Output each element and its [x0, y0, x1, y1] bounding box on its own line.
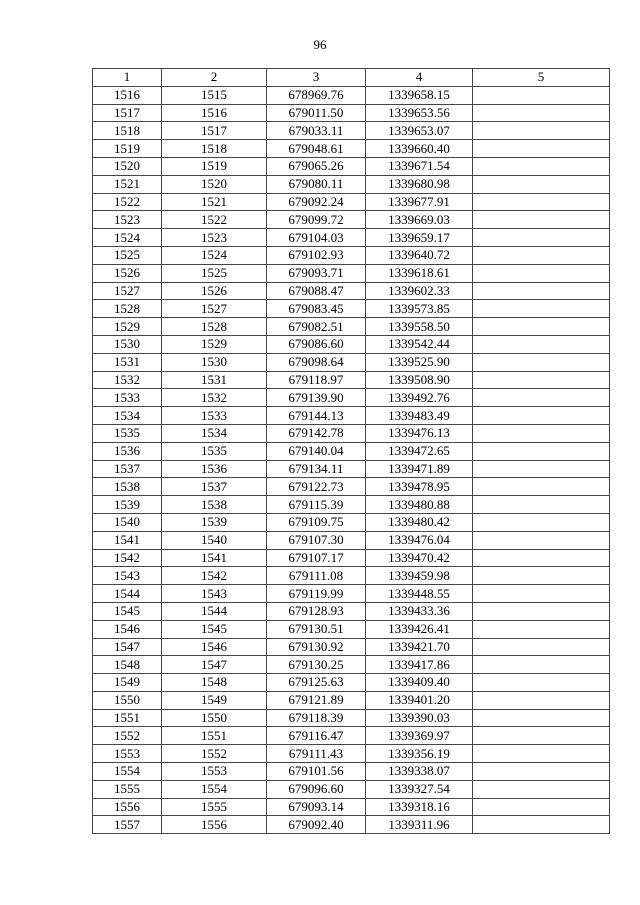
table-cell-col-1: 1547 [93, 638, 162, 656]
table-cell-col-3: 679092.24 [267, 193, 366, 211]
table-cell-col-4: 1339558.50 [366, 318, 473, 336]
table-row [93, 709, 610, 727]
table-row [93, 300, 610, 318]
table-cell-col-5 [473, 567, 610, 585]
table-cell-col-1: 1519 [93, 140, 162, 158]
table-cell-col-1: 1552 [93, 727, 162, 745]
table-cell-col-4: 1339542.44 [366, 335, 473, 353]
table-row [93, 656, 610, 674]
table-cell-col-5 [473, 407, 610, 425]
table-cell-col-2: 1522 [162, 211, 267, 229]
table-cell-col-3: 679116.47 [267, 727, 366, 745]
table-cell-col-2: 1530 [162, 353, 267, 371]
table-cell-col-1: 1536 [93, 442, 162, 460]
table-row [93, 353, 610, 371]
table-cell-col-4: 1339470.42 [366, 549, 473, 567]
table-cell-col-2: 1535 [162, 442, 267, 460]
table-cell-col-1: 1537 [93, 460, 162, 478]
table-cell-col-2: 1549 [162, 691, 267, 709]
table-cell-col-5 [473, 496, 610, 514]
table-cell-col-5 [473, 371, 610, 389]
table-cell-col-1: 1520 [93, 157, 162, 175]
table-cell-col-1: 1518 [93, 122, 162, 140]
table-cell-col-5 [473, 478, 610, 496]
table-cell-col-5 [473, 691, 610, 709]
table-cell-col-3: 678969.76 [267, 86, 366, 104]
table-cell-col-2: 1538 [162, 496, 267, 514]
table-cell-col-1: 1517 [93, 104, 162, 122]
table-cell-col-3: 679098.64 [267, 353, 366, 371]
table-cell-col-5 [473, 780, 610, 798]
table-cell-col-2: 1546 [162, 638, 267, 656]
table-cell-col-3: 679104.03 [267, 229, 366, 247]
table-cell-col-3: 679083.45 [267, 300, 366, 318]
table-cell-col-5 [473, 211, 610, 229]
column-header-2: 2 [162, 69, 267, 87]
table-cell-col-3: 679099.72 [267, 211, 366, 229]
table-cell-col-4: 1339356.19 [366, 745, 473, 763]
table-cell-col-4: 1339421.70 [366, 638, 473, 656]
table-cell-col-4: 1339471.89 [366, 460, 473, 478]
table-cell-col-3: 679101.56 [267, 763, 366, 781]
table-cell-col-2: 1544 [162, 602, 267, 620]
table-cell-col-5 [473, 602, 610, 620]
table-cell-col-4: 1339671.54 [366, 157, 473, 175]
table-row [93, 798, 610, 816]
table-cell-col-4: 1339573.85 [366, 300, 473, 318]
table-row [93, 424, 610, 442]
table-cell-col-2: 1515 [162, 86, 267, 104]
table-cell-col-4: 1339508.90 [366, 371, 473, 389]
table-cell-col-3: 679033.11 [267, 122, 366, 140]
table-cell-col-3: 679107.17 [267, 549, 366, 567]
table-cell-col-3: 679011.50 [267, 104, 366, 122]
table-cell-col-3: 679140.04 [267, 442, 366, 460]
table-cell-col-1: 1524 [93, 229, 162, 247]
table-cell-col-1: 1544 [93, 585, 162, 603]
table-cell-col-3: 679139.90 [267, 389, 366, 407]
table-cell-col-2: 1556 [162, 816, 267, 834]
table-cell-col-1: 1541 [93, 531, 162, 549]
table-cell-col-4: 1339390.03 [366, 709, 473, 727]
table-cell-col-2: 1525 [162, 264, 267, 282]
table-cell-col-2: 1543 [162, 585, 267, 603]
table-row [93, 371, 610, 389]
table-cell-col-2: 1547 [162, 656, 267, 674]
table-row [93, 763, 610, 781]
table-cell-col-1: 1531 [93, 353, 162, 371]
table-cell-col-4: 1339476.13 [366, 424, 473, 442]
coordinates-table [92, 68, 610, 834]
table-cell-col-3: 679093.71 [267, 264, 366, 282]
table-cell-col-4: 1339602.33 [366, 282, 473, 300]
table-cell-col-4: 1339653.07 [366, 122, 473, 140]
table-row [93, 264, 610, 282]
table-cell-col-3: 679102.93 [267, 246, 366, 264]
table-row [93, 638, 610, 656]
table-cell-col-2: 1554 [162, 780, 267, 798]
table-cell-col-5 [473, 745, 610, 763]
table-cell-col-4: 1339369.97 [366, 727, 473, 745]
table-header [93, 69, 610, 87]
table-cell-col-3: 679122.73 [267, 478, 366, 496]
table-cell-col-5 [473, 549, 610, 567]
table-cell-col-3: 679111.43 [267, 745, 366, 763]
table-cell-col-5 [473, 424, 610, 442]
table-row [93, 282, 610, 300]
table-cell-col-1: 1555 [93, 780, 162, 798]
table-cell-col-2: 1545 [162, 620, 267, 638]
table-cell-col-2: 1533 [162, 407, 267, 425]
table-cell-col-5 [473, 727, 610, 745]
table-cell-col-4: 1339618.61 [366, 264, 473, 282]
table-cell-col-1: 1538 [93, 478, 162, 496]
table-cell-col-5 [473, 300, 610, 318]
table-row [93, 335, 610, 353]
table-row [93, 745, 610, 763]
table-row [93, 122, 610, 140]
table-cell-col-5 [473, 513, 610, 531]
table-cell-col-5 [473, 282, 610, 300]
table-row [93, 211, 610, 229]
table-cell-col-1: 1540 [93, 513, 162, 531]
column-header-3: 3 [267, 69, 366, 87]
table-cell-col-3: 679130.51 [267, 620, 366, 638]
table-cell-col-1: 1528 [93, 300, 162, 318]
table-cell-col-1: 1526 [93, 264, 162, 282]
table-cell-col-2: 1540 [162, 531, 267, 549]
table-cell-col-2: 1539 [162, 513, 267, 531]
table-cell-col-4: 1339478.95 [366, 478, 473, 496]
table-cell-col-5 [473, 798, 610, 816]
header-row [93, 69, 610, 87]
table-cell-col-2: 1553 [162, 763, 267, 781]
table-cell-col-2: 1526 [162, 282, 267, 300]
table-cell-col-4: 1339318.16 [366, 798, 473, 816]
table-cell-col-3: 679119.99 [267, 585, 366, 603]
table-row [93, 460, 610, 478]
table-cell-col-1: 1522 [93, 193, 162, 211]
table-cell-col-4: 1339659.17 [366, 229, 473, 247]
column-header-5: 5 [473, 69, 610, 87]
table-cell-col-5 [473, 709, 610, 727]
table-row [93, 246, 610, 264]
table-cell-col-2: 1555 [162, 798, 267, 816]
table-cell-col-5 [473, 193, 610, 211]
table-cell-col-1: 1516 [93, 86, 162, 104]
table-cell-col-1: 1533 [93, 389, 162, 407]
table-cell-col-1: 1553 [93, 745, 162, 763]
table-row [93, 780, 610, 798]
table-cell-col-1: 1548 [93, 656, 162, 674]
table-cell-col-2: 1542 [162, 567, 267, 585]
table-cell-col-3: 679088.47 [267, 282, 366, 300]
table-cell-col-4: 1339680.98 [366, 175, 473, 193]
table-cell-col-5 [473, 104, 610, 122]
table-cell-col-2: 1548 [162, 674, 267, 692]
table-cell-col-1: 1521 [93, 175, 162, 193]
table-cell-col-5 [473, 531, 610, 549]
table-cell-col-4: 1339653.56 [366, 104, 473, 122]
table-cell-col-3: 679107.30 [267, 531, 366, 549]
table-cell-col-3: 679118.97 [267, 371, 366, 389]
table-cell-col-3: 679109.75 [267, 513, 366, 531]
table-cell-col-1: 1523 [93, 211, 162, 229]
table-cell-col-5 [473, 122, 610, 140]
table-cell-col-1: 1550 [93, 691, 162, 709]
table-cell-col-5 [473, 229, 610, 247]
table-row [93, 567, 610, 585]
table-cell-col-2: 1521 [162, 193, 267, 211]
table-cell-col-1: 1527 [93, 282, 162, 300]
table-cell-col-3: 679130.25 [267, 656, 366, 674]
table-cell-col-3: 679130.92 [267, 638, 366, 656]
table-row [93, 104, 610, 122]
table-cell-col-3: 679086.60 [267, 335, 366, 353]
table-cell-col-4: 1339660.40 [366, 140, 473, 158]
table-row [93, 86, 610, 104]
table-cell-col-1: 1543 [93, 567, 162, 585]
table-cell-col-2: 1551 [162, 727, 267, 745]
table-row [93, 513, 610, 531]
table-cell-col-3: 679111.08 [267, 567, 366, 585]
table-cell-col-1: 1546 [93, 620, 162, 638]
table-cell-col-4: 1339658.15 [366, 86, 473, 104]
table-row [93, 442, 610, 460]
table-cell-col-5 [473, 264, 610, 282]
table-cell-col-4: 1339480.88 [366, 496, 473, 514]
table-cell-col-2: 1516 [162, 104, 267, 122]
table-cell-col-1: 1532 [93, 371, 162, 389]
table-row [93, 140, 610, 158]
table-row [93, 229, 610, 247]
table-cell-col-2: 1524 [162, 246, 267, 264]
table-cell-col-1: 1557 [93, 816, 162, 834]
table-cell-col-3: 679121.89 [267, 691, 366, 709]
table-cell-col-4: 1339311.96 [366, 816, 473, 834]
table-cell-col-5 [473, 353, 610, 371]
table-cell-col-3: 679092.40 [267, 816, 366, 834]
table-cell-col-2: 1531 [162, 371, 267, 389]
table-row [93, 816, 610, 834]
table-cell-col-2: 1537 [162, 478, 267, 496]
table-cell-col-4: 1339459.98 [366, 567, 473, 585]
table-row [93, 674, 610, 692]
table-cell-col-3: 679144.13 [267, 407, 366, 425]
table-cell-col-3: 679128.93 [267, 602, 366, 620]
table-cell-col-5 [473, 318, 610, 336]
table-cell-col-3: 679125.63 [267, 674, 366, 692]
table-cell-col-5 [473, 674, 610, 692]
table-cell-col-1: 1530 [93, 335, 162, 353]
table-cell-col-4: 1339677.91 [366, 193, 473, 211]
table-row [93, 727, 610, 745]
column-header-4: 4 [366, 69, 473, 87]
table-cell-col-2: 1528 [162, 318, 267, 336]
table-cell-col-3: 679065.26 [267, 157, 366, 175]
table-cell-col-4: 1339480.42 [366, 513, 473, 531]
table-cell-col-2: 1532 [162, 389, 267, 407]
table-cell-col-1: 1549 [93, 674, 162, 692]
table-row [93, 620, 610, 638]
table-cell-col-3: 679142.78 [267, 424, 366, 442]
table-cell-col-5 [473, 638, 610, 656]
table-cell-col-2: 1529 [162, 335, 267, 353]
table-cell-col-2: 1520 [162, 175, 267, 193]
table-cell-col-1: 1554 [93, 763, 162, 781]
table-cell-col-5 [473, 140, 610, 158]
table-cell-col-5 [473, 656, 610, 674]
table-cell-col-5 [473, 585, 610, 603]
table-row [93, 691, 610, 709]
table-cell-col-2: 1517 [162, 122, 267, 140]
table-cell-col-2: 1536 [162, 460, 267, 478]
table-cell-col-3: 679118.39 [267, 709, 366, 727]
table-row [93, 602, 610, 620]
table-cell-col-4: 1339426.41 [366, 620, 473, 638]
table-cell-col-4: 1339492.76 [366, 389, 473, 407]
table-cell-col-1: 1542 [93, 549, 162, 567]
table-cell-col-5 [473, 157, 610, 175]
table-cell-col-2: 1550 [162, 709, 267, 727]
table-cell-col-4: 1339669.03 [366, 211, 473, 229]
table-cell-col-4: 1339483.49 [366, 407, 473, 425]
table-cell-col-4: 1339327.54 [366, 780, 473, 798]
table-cell-col-4: 1339433.36 [366, 602, 473, 620]
table-cell-col-5 [473, 86, 610, 104]
table-cell-col-4: 1339472.65 [366, 442, 473, 460]
table-cell-col-4: 1339417.86 [366, 656, 473, 674]
table-cell-col-1: 1556 [93, 798, 162, 816]
table-cell-col-4: 1339640.72 [366, 246, 473, 264]
table-cell-col-5 [473, 246, 610, 264]
table-cell-col-3: 679048.61 [267, 140, 366, 158]
table-row [93, 175, 610, 193]
table-cell-col-4: 1339448.55 [366, 585, 473, 603]
table-row [93, 478, 610, 496]
table-cell-col-2: 1519 [162, 157, 267, 175]
table-cell-col-1: 1534 [93, 407, 162, 425]
table-cell-col-2: 1523 [162, 229, 267, 247]
table-cell-col-4: 1339476.04 [366, 531, 473, 549]
table-cell-col-5 [473, 816, 610, 834]
table-cell-col-2: 1518 [162, 140, 267, 158]
table-cell-col-1: 1551 [93, 709, 162, 727]
table-cell-col-5 [473, 763, 610, 781]
table-cell-col-1: 1545 [93, 602, 162, 620]
table-cell-col-3: 679096.60 [267, 780, 366, 798]
table-cell-col-1: 1529 [93, 318, 162, 336]
table-cell-col-5 [473, 389, 610, 407]
table-cell-col-5 [473, 442, 610, 460]
table-row [93, 318, 610, 336]
table-row [93, 407, 610, 425]
table-cell-col-3: 679093.14 [267, 798, 366, 816]
table-cell-col-4: 1339525.90 [366, 353, 473, 371]
table-cell-col-4: 1339409.40 [366, 674, 473, 692]
table-body [93, 86, 610, 833]
column-header-1: 1 [93, 69, 162, 87]
table-cell-col-5 [473, 175, 610, 193]
table-cell-col-3: 679134.11 [267, 460, 366, 478]
table-cell-col-1: 1525 [93, 246, 162, 264]
table-row [93, 549, 610, 567]
table-row [93, 585, 610, 603]
table-cell-col-4: 1339338.07 [366, 763, 473, 781]
table-cell-col-2: 1534 [162, 424, 267, 442]
table-cell-col-4: 1339401.20 [366, 691, 473, 709]
table-row [93, 531, 610, 549]
table-cell-col-1: 1539 [93, 496, 162, 514]
table-cell-col-3: 679082.51 [267, 318, 366, 336]
table-cell-col-3: 679080.11 [267, 175, 366, 193]
table-cell-col-2: 1541 [162, 549, 267, 567]
table-cell-col-5 [473, 335, 610, 353]
table-cell-col-5 [473, 460, 610, 478]
page-number: 96 [313, 37, 327, 52]
table-cell-col-2: 1552 [162, 745, 267, 763]
table-cell-col-3: 679115.39 [267, 496, 366, 514]
table-cell-col-1: 1535 [93, 424, 162, 442]
table-cell-col-2: 1527 [162, 300, 267, 318]
table-row [93, 496, 610, 514]
table-row [93, 193, 610, 211]
table-row [93, 157, 610, 175]
table-row [93, 389, 610, 407]
table-cell-col-5 [473, 620, 610, 638]
